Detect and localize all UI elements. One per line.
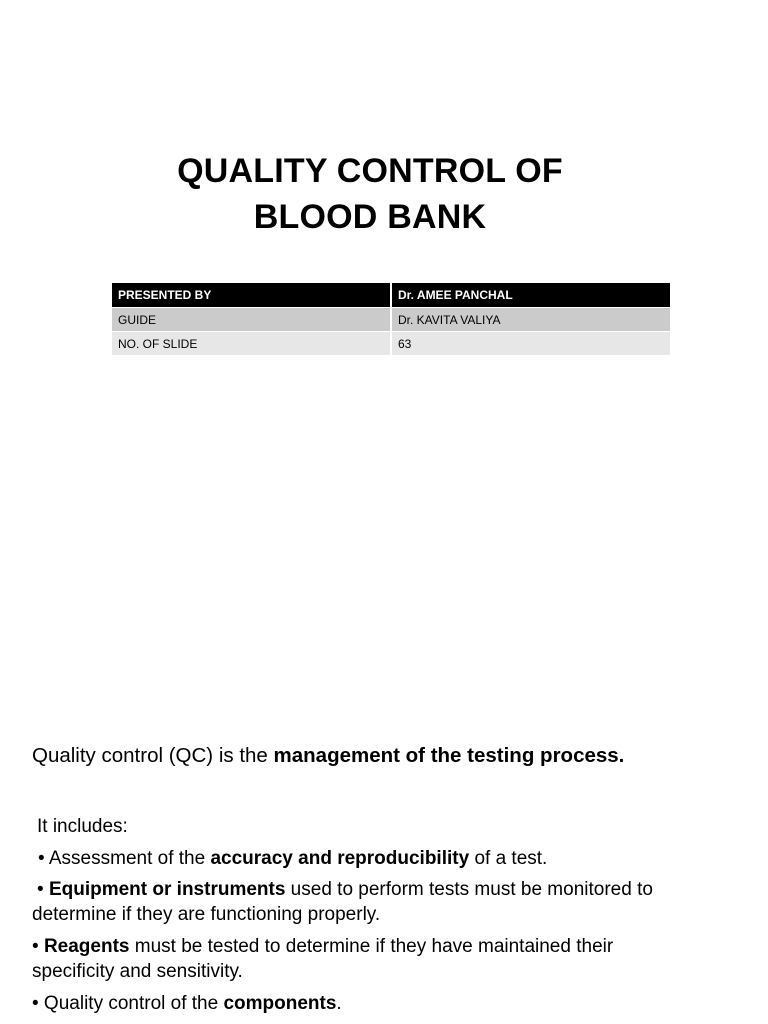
table-cell-label: PRESENTED BY (112, 283, 391, 308)
table-row (112, 332, 670, 356)
list-item-text: • Quality control of the (32, 993, 224, 1014)
list-item-text: used to perform tests must be monitored to determine if they are functioning properly. (32, 879, 653, 925)
list-item (32, 934, 692, 984)
list-item (32, 877, 692, 927)
slide-title-line-2: BLOOD BANK (253, 198, 487, 236)
presenter-info-table (112, 283, 670, 356)
table-cell-label: NO. OF SLIDE (112, 332, 391, 356)
table-cell-label: GUIDE (112, 308, 391, 332)
slide-title (120, 148, 620, 240)
list-item-text: . (336, 993, 342, 1014)
list-item-emphasis: accuracy and reproducibility (210, 848, 470, 869)
includes-label: It includes: (37, 816, 128, 837)
list-item-text: • (32, 936, 44, 957)
table-cell-value: 63 (391, 332, 670, 356)
table-cell-value: Dr. KAVITA VALIYA (391, 308, 670, 332)
list-item-text: • (37, 879, 49, 900)
slide-title-line-1: QUALITY CONTROL OF (177, 152, 563, 190)
list-item-emphasis: Equipment or instruments (48, 879, 286, 900)
qc-definition-text: Quality control (QC) is the (32, 744, 274, 767)
list-item-text: must be tested to determine if they have maintained their specificity and sensitivity. (32, 936, 614, 982)
list-item-text: of a test. (469, 848, 548, 869)
qc-definition-emphasis: management of the testing process. (273, 744, 625, 767)
list-item (32, 991, 692, 1016)
table-cell-value: Dr. AMEE PANCHAL (391, 283, 670, 308)
table-row (112, 283, 670, 308)
list-item-emphasis: Reagents (43, 936, 130, 957)
list-item-text: • Assessment of the (38, 848, 211, 869)
qc-definition (32, 742, 624, 770)
table-row (112, 308, 670, 332)
list-item (32, 846, 698, 871)
list-item-emphasis: components (223, 993, 337, 1014)
